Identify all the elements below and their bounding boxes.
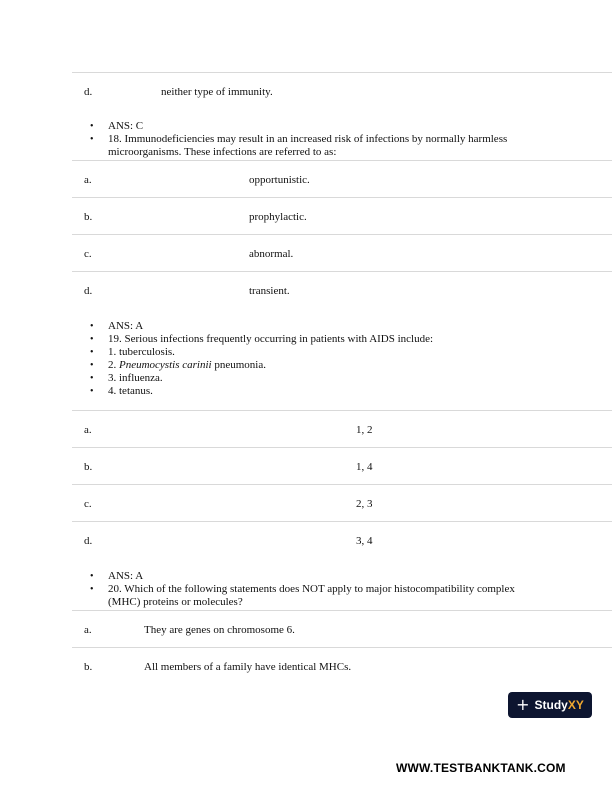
q19-question: • 19. Serious infections frequently occurring in patients with AIDS include: — [90, 333, 520, 346]
q18-answer: • ANS: C — [90, 120, 520, 133]
option-text: prophylactic. — [249, 211, 307, 223]
option-letter: a. — [84, 624, 92, 636]
q19-option-c — [72, 484, 612, 522]
footer-site: WWW.TESTBANKTANK.COM — [396, 761, 566, 775]
q19-option-b — [72, 447, 612, 485]
q18-option-c — [72, 234, 612, 272]
q19-item-4: • 4. tetanus. — [90, 385, 520, 398]
q19-option-a — [72, 410, 612, 448]
option-text: opportunistic. — [249, 174, 310, 186]
option-text: They are genes on chromosome 6. — [144, 624, 295, 636]
option-text: All members of a family have identical MHCs. — [144, 661, 352, 673]
q18-question: • 18. Immunodeficiencies may result in an increased risk of infections by normally harmless microorganisms. These infections are referred to as: — [90, 133, 520, 159]
q19-option-d — [72, 521, 612, 562]
q19-item-1: • 1. tuberculosis. — [90, 346, 520, 359]
option-letter: c. — [84, 248, 92, 260]
option-letter: a. — [84, 424, 92, 436]
option-text: 2, 3 — [356, 498, 373, 510]
q20-option-a — [72, 610, 612, 648]
option-letter: d. — [84, 535, 93, 547]
option-text: transient. — [249, 285, 290, 297]
organism-name: Pneumocystis carinii — [119, 359, 212, 371]
option-letter: b. — [84, 461, 93, 473]
q18-block — [90, 120, 520, 159]
q19-answer: • ANS: A — [90, 320, 520, 333]
q20-question: • 20. Which of the following statements does NOT apply to major histocompatibility complex (MHC) proteins or molecules? — [90, 583, 520, 609]
q19-block — [90, 320, 520, 398]
option-letter: d. — [84, 285, 93, 297]
brand-logo: StudyXY — [534, 698, 584, 712]
q20-option-b — [72, 647, 612, 685]
q19-item-2: • 2. Pneumocystis carinii pneumonia. — [90, 359, 520, 372]
option-text: abnormal. — [249, 248, 294, 260]
q18-option-a — [72, 160, 612, 198]
option-text: 3, 4 — [356, 535, 373, 547]
studyxy-badge[interactable] — [508, 692, 592, 718]
option-text: 1, 2 — [356, 424, 373, 436]
option-letter: a. — [84, 174, 92, 186]
q18-option-b — [72, 197, 612, 235]
option-letter: b. — [84, 661, 93, 673]
q17-option-d — [72, 72, 612, 111]
option-text: neither type of immunity. — [161, 86, 273, 98]
q20-answer: • ANS: A — [90, 570, 520, 583]
option-text: 1, 4 — [356, 461, 373, 473]
q20-block — [90, 570, 520, 609]
q18-option-d — [72, 271, 612, 312]
option-letter: c. — [84, 498, 92, 510]
plus-icon: + — [516, 695, 530, 714]
option-letter: d. — [84, 86, 93, 98]
option-letter: b. — [84, 211, 93, 223]
q19-item-3: • 3. influenza. — [90, 372, 520, 385]
